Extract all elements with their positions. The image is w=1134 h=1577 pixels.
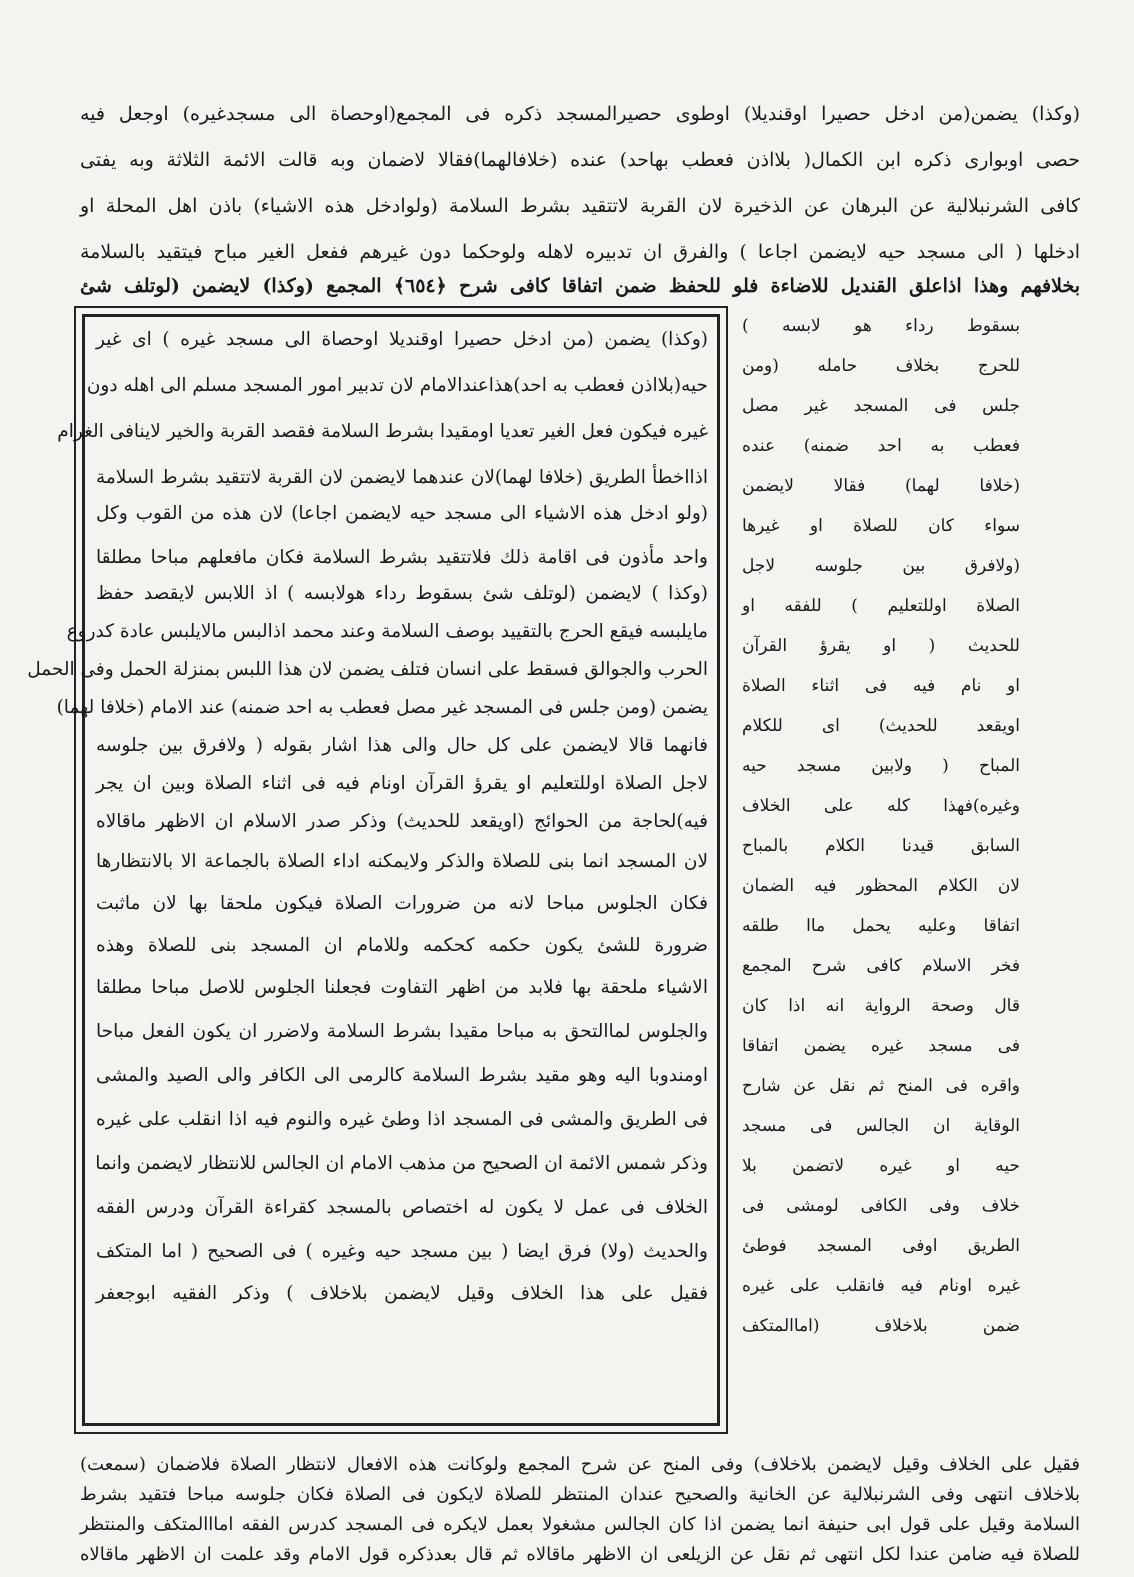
text-line: وغيره)فهذا كله على الخلاف xyxy=(742,796,1020,816)
text-line: ضمن بلاخلاف (اماالمتكف xyxy=(742,1316,1020,1336)
text-line: والجلوس لماالتحق به مباحا مقيدا بشرط السلامة ولاضرر ان يكون الفعل مباحا xyxy=(96,1021,708,1042)
text-line: الوقاية ان الجالس فى مسجد xyxy=(742,1116,1020,1136)
text-line: والحديث (ولا) فرق ايضا ( بين مسجد حيه وغيره ) فى الصحيح ( اما المتكف xyxy=(96,1241,708,1262)
text-line: بلاخلاف انتهى وفى الشرنبلالية عن الخانية والصحيح عندان المنتظر للصلاة لايكون فى الصلاة فكان جلوسه مباحا فتقيد بشرط xyxy=(80,1484,1080,1505)
text-line: للحديث ( او يقرؤ القرآن xyxy=(742,636,1020,656)
text-line: لاجل الصلاة اوللتعليم او يقرؤ القرآن اونام فيه فى اثناء الصلاة وبين ان يجر xyxy=(96,773,708,794)
text-line: كافى الشرنبلالية عن البرهان عن الذخيرة لان القربة لاتتقيد بشرط السلامة (ولوادخل هذه الاشياء) باذن اهل المحلة او xyxy=(80,195,1080,217)
text-line: سواء كان للصلاة او غيرها xyxy=(742,516,1020,536)
text-line: (وكذا ) لايضمن (لوتلف شئ بسقوط رداء هولابسه ) اذ اللابس لايقصد حفظ xyxy=(96,583,708,604)
text-line: فكان الجلوس مباحا لانه من ضرورات الصلاة فيكون ملحقا بها لان ماثبت xyxy=(96,893,708,914)
text-line: غيره فيكون فعل الغير تعديا اومقيدا بشرط السلامة فقصد القربة والخير لاينافى الغرام xyxy=(57,421,708,442)
text-line: فى الطريق والمشى فى المسجد اذا وطئ غيره والنوم فيه اذا انقلب على غيره xyxy=(96,1109,708,1130)
text-line: اذااخطأ الطريق (خلافا لهما)لان عندهما لايضمن لان القربة لاتتقيد بشرط السلامة xyxy=(96,467,708,488)
text-line: الصلاة اوللتعليم ) للفقه او xyxy=(742,596,1020,616)
text-line: وذكر شمس الائمة ان الصحيح من مذهب الامام ان الجالس للانتظار لايضمن وانما xyxy=(95,1153,708,1174)
text-line: فقيل على الخلاف وقيل لايضمن بلاخلاف) وفى المنح عن شرح المجمع ولوكانت هذه الافعال لانتظار الصلاة فلاضمان (سمعت) xyxy=(80,1454,1080,1475)
text-line: للصلاة فيه ضامن عندا لكل انتهى ثم نقل عن الزيلعى ان الاظهر ماقالاه ثم قال بعدذكره قول الامام وقد علمت ان الاظهر ماقالاه xyxy=(80,1544,1080,1565)
text-line: الحرب والجوالق فسقط على انسان فتلف يضمن لان هذا اللبس بمنزلة الحمل وفى الحمل xyxy=(27,659,708,680)
text-line: اومندوبا اليه وهو مقيد بشرط السلامة كالرمى الى الكافر والى الصيد والمشى xyxy=(96,1065,708,1086)
text-line: غيره اونام فيه فانقلب على غيره xyxy=(742,1276,1020,1296)
text-line: لان الكلام المحظور فيه الضمان xyxy=(742,876,1020,896)
text-line: المباح ( ولابين مسجد حيه xyxy=(742,756,1020,776)
text-line: فى مسجد غيره يضمن اتفاقا xyxy=(742,1036,1020,1056)
text-line: واحد مأذون فى اقامة ذلك فلاتتقيد بشرط السلامة فكان مافعلهم مباحا مطلقا xyxy=(96,547,708,568)
text-line: جلس فى المسجد غير مصل xyxy=(742,396,1020,416)
text-line: خلاف وفى الكافى لومشى فى xyxy=(742,1196,1020,1216)
text-line: اويقعد للحديث) اى للكلام xyxy=(742,716,1020,736)
text-line: مايلبسه فيقع الحرج بالتقييد بوصف السلامة وعند محمد اذالبس مالايلبس عادة كدروع xyxy=(66,621,708,642)
text-line: او نام فيه فى اثناء الصلاة xyxy=(742,676,1020,696)
text-line: واقره فى المنح ثم نقل عن شارح xyxy=(742,1076,1020,1096)
text-line: بسقوط رداء هو لابسه ) xyxy=(742,316,1020,336)
text-line: الخلاف فى عمل لا يكون له اختصاص بالمسجد كقراءة القرآن ودرس الفقه xyxy=(96,1197,708,1218)
text-line: يضمن (ومن جلس فى المسجد غير مصل فعطب به احد ضمنه) عند الامام (خلافا لهما) xyxy=(56,697,708,718)
text-line: الاشياء ملحقة بها فلابد من اظهر التفاوت فجعلنا الجلوس للاصل مباحا مطلقا xyxy=(96,977,708,998)
text-line: (وكذا) يضمن (من ادخل حصيرا اوقنديلا اوحصاة الى مسجد غيره ) اى غير xyxy=(96,329,708,350)
text-line: فعطب به احد ضمنه) عنده xyxy=(742,436,1020,456)
text-line-with-page-number: بخلافهم وهذا اذاعلق القنديل للاضاءة فلو للحفظ ضمن اتفاقا كافى شرح ﴿٦٥٤﴾ المجمع (وكذا) لايضمن (لوتلف شئ xyxy=(80,275,1081,297)
text-line: حيه(بلااذن فعطب به احد)هذاعندالامام لان تدبير امور المسجد مسلم الى اهله دون xyxy=(86,375,708,396)
text-line: حصى اوبوارى ذكره ابن الكمال( بلااذن فعطب بهاحد) عنده (خلافالهما)فقالا لاضمان وبه قالت الائمة الثلاثة وبه يفتى xyxy=(80,149,1080,171)
text-line: فخر الاسلام كافى شرح المجمع xyxy=(742,956,1020,976)
text-line: ادخلها ( الى مسجد حيه لايضمن اجاعا ) والفرق ان تدبيره لاهله ولوحكما دون غيرهم ففعل الغير مباح فيتقيد بالسلامة xyxy=(80,241,1080,263)
text-line: السلامة وقيل على قول ابى حنيفة انما يضمن اذا كان الجالس مشغولا بعمل لايكره فى المسجد كدرس الفقه امااالمتكف والمنتظر xyxy=(80,1514,1080,1535)
text-line: (ولافرق بين جلوسه لاجل xyxy=(742,556,1020,576)
text-line: حيه او غيره لاتضمن بلا xyxy=(742,1156,1020,1176)
text-line: اتفاقا وعليه يحمل ماا طلقه xyxy=(742,916,1020,936)
text-line: ضرورة للشئ يكون حكمه كحكمه وللامام ان المسجد بنى للصلاة وهذه xyxy=(96,935,708,956)
text-line: الطريق اوفى المسجد فوطئ xyxy=(742,1236,1020,1256)
text-line: (ولو ادخل هذه الاشياء الى مسجد حيه لايضمن اجاعا) لان هذه من القوب وكل xyxy=(96,503,708,524)
text-line: قال وصحة الرواية انه اذا كان xyxy=(742,996,1020,1016)
text-line: فانهما قالا لايضمن على كل حال والى هذا اشار بقوله ( ولافرق بين جلوسه xyxy=(96,735,708,756)
text-line: فقيل على هذا الخلاف وقيل لايضمن بلاخلاف ) وذكر الفقيه ابوجعفر xyxy=(96,1283,708,1304)
text-line: (خلافا لهما) فقالا لايضمن xyxy=(742,476,1020,496)
text-line: فيه)لحاجة من الحوائج (اويقعد للحديث) وذكر صدر الاسلام ان الاظهر ماقالاه xyxy=(96,811,708,832)
text-line: (وكذا) يضمن(من ادخل حصيرا اوقنديلا) اوطوى حصيرالمسجد ذكره فى المجمع(اوحصاة الى مسجدغيره) اوجعل فيه xyxy=(80,103,1080,125)
text-line: للحرج بخلاف حامله (ومن xyxy=(742,356,1020,376)
text-line: السابق قيدنا الكلام بالمباح xyxy=(742,836,1020,856)
text-line: لان المسجد انما بنى للصلاة والذكر ولايمكنه اداء الصلاة بالجماعة الا بالانتظارها xyxy=(96,851,708,872)
